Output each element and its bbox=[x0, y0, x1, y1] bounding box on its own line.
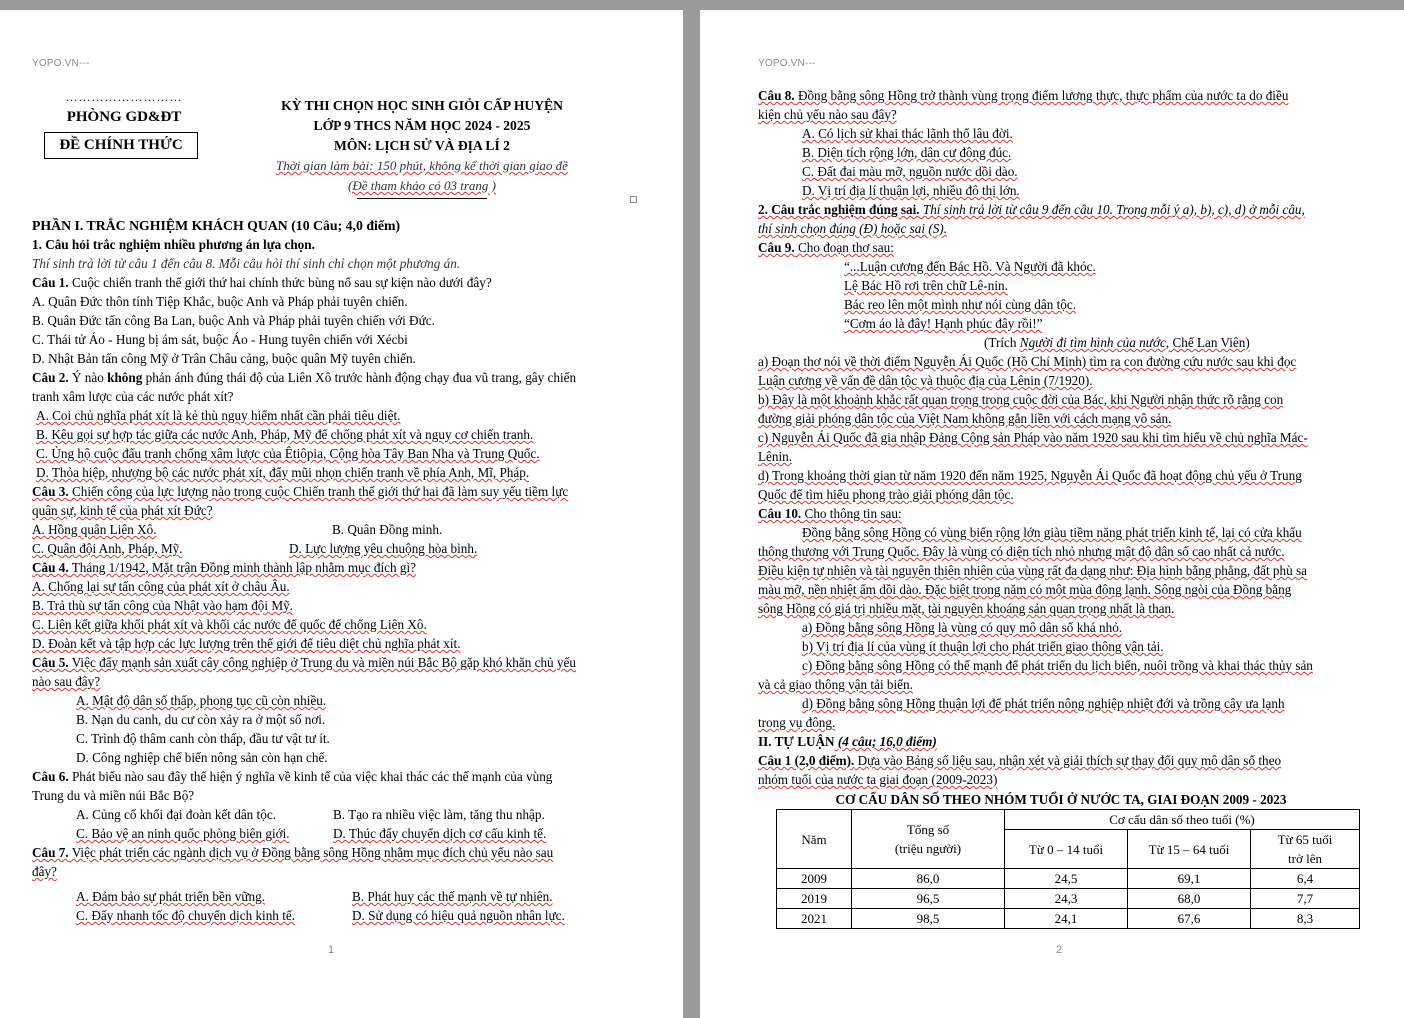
q8-option-c: C. Đất đai màu mỡ, nguồn nước dồi dào. bbox=[802, 164, 1018, 179]
q8-option-d: D. Vị trí địa lí thuận lợi, nhiều đô thị lớn. bbox=[802, 183, 1020, 198]
q7-options-cd: C. Đẩy nhanh tốc độ chuyển dịch kinh tế. D. Sử dụng có hiệu quả nguồn nhân lực. bbox=[76, 908, 565, 923]
question-9: Câu 9. Cho đoạn thơ sau: bbox=[758, 240, 894, 255]
official-badge: ĐỀ CHÍNH THỨC bbox=[44, 132, 198, 159]
q1-option-a: A. Quân Đức thôn tính Tiệp Khắc, buộc Anh và Pháp phải tuyên chiến. bbox=[32, 294, 408, 309]
q10-passage-2: thông thương với Trung Quốc. Đây là vùng có diện tích nhỏ nhưng mật độ dân số cao nhất cả nước. bbox=[758, 544, 1285, 559]
question-6: Câu 6. Phát biểu nào sau đây thể hiện ý nghĩa về kinh tế của việc khai thác các thế mạnh của vùng bbox=[32, 769, 553, 784]
table-row: 2009 86,0 24,5 69,1 6,4 bbox=[777, 869, 1360, 889]
q9-statement-a: a) Đoạn thơ nói về thời điểm Nguyễn Ái Quốc (Hồ Chí Minh) tìm ra con đường cứu nước sau khi đọc bbox=[758, 354, 1297, 369]
q3-options-ab: A. Hồng quân Liên Xô. B. Quân Đồng minh. bbox=[32, 522, 443, 537]
department-name: PHÒNG GD&ĐT bbox=[66, 109, 182, 125]
part2-title: II. TỰ LUẬN (4 câu; 16,0 điểm) bbox=[758, 734, 937, 749]
q9-statement-c-cont: Lênin. bbox=[758, 449, 793, 464]
essay-question-1: Câu 1 (2,0 điểm). Dựa vào Bảng số liệu sau, nhận xét và giải thích sự thay đổi quy mô dân số theo bbox=[758, 753, 1282, 768]
q1-option-b: B. Quân Đức tấn công Ba Lan, buộc Anh và Pháp phải tuyên chiến với Đức. bbox=[32, 313, 435, 328]
header-left bbox=[44, 90, 204, 159]
population-table bbox=[776, 809, 1360, 929]
header-right bbox=[272, 96, 572, 199]
part1-title: PHẦN I. TRẮC NGHIỆM KHÁCH QUAN (10 Câu; 4,0 điểm) bbox=[32, 218, 401, 233]
q9-statement-d-cont: Quốc để tìm hiểu phong trào giải phóng dân tộc. bbox=[758, 487, 1014, 502]
q10-statement-a: a) Đồng bằng sông Hồng là vùng có quy mô dân số khá nhỏ. bbox=[802, 620, 1123, 635]
q5-option-c: C. Trình độ thâm canh còn thấp, đầu tư vật tư ít. bbox=[76, 731, 330, 746]
header-dots: ……………………… bbox=[65, 90, 183, 104]
question-5-cont: nào sau đây? bbox=[32, 674, 101, 689]
q7-options-ab: A. Đảm bảo sự phát triển bền vững. B. Phát huy các thế mạnh về tự nhiên. bbox=[76, 889, 553, 904]
question-7: Câu 7. Việc phát triển các ngành dịch vụ ở Đồng bằng sông Hồng nhằm mục đích chủ yếu nào sau bbox=[32, 845, 554, 860]
table-header-15-64: Từ 15 – 64 tuổi bbox=[1128, 830, 1251, 869]
question-2-cont: tranh xâm lược của các nước phát xít? bbox=[32, 389, 234, 404]
section1-title: 1. Câu hỏi trắc nghiệm nhiều phương án lựa chọn. bbox=[32, 237, 315, 252]
q10-statement-c: c) Đồng bằng sông Hồng có thế mạnh để phát triển du lịch biển, nuôi trồng và khai thác thủy sản bbox=[802, 658, 1313, 673]
anchor-marker-icon bbox=[630, 196, 637, 203]
q9-statement-b: b) Đây là một khoảnh khắc rất quan trọng trong cuộc đời của Bác, khi Người nhận thức rõ rằng con bbox=[758, 392, 1284, 407]
exam-pages-note: (Đề tham khảo có 03 trang ) bbox=[347, 178, 497, 193]
question-3: Câu 3. Chiến công của lực lượng nào trong cuộc Chiến tranh thế giới thứ hai đã làm suy yếu tiềm lực bbox=[32, 484, 569, 499]
poem-source: (Trích Người đi tìm hình của nước, Chế Lan Viên) bbox=[984, 335, 1250, 350]
question-5: Câu 5. Việc đẩy mạnh sản xuất cây công nghiệp ở Trung du và miền núi Bắc Bộ gặp khó khăn chủ yếu bbox=[32, 655, 576, 670]
question-2: Câu 2. Ý nào không phản ánh đúng thái độ của Liên Xô trước hành động chạy đua vũ trang, gây chiến bbox=[32, 370, 577, 385]
table-header-0-14: Từ 0 – 14 tuổi bbox=[1005, 830, 1128, 869]
q1-option-c: C. Thái tử Áo - Hung bị ám sát, buộc Áo - Hung tuyên chiến với Xécbi bbox=[32, 332, 408, 347]
question-7-cont: đây? bbox=[32, 864, 57, 879]
q4-option-b: B. Trả thù sự tấn công của Nhật vào hạm đội Mỹ. bbox=[32, 598, 293, 613]
page1-content bbox=[32, 216, 637, 925]
poem-line-3: Bác reo lên một mình như nói cùng dân tộc. bbox=[844, 297, 1077, 312]
q10-statement-d: d) Đồng bằng sông Hồng thuận lợi để phát triển nông nghiệp nhiệt đới và trồng cây ưa lạnh bbox=[802, 696, 1285, 711]
header-rule bbox=[357, 198, 487, 199]
q5-option-a: A. Mật độ dân số thấp, phong tục cũ còn nhiều. bbox=[76, 693, 327, 708]
q8-option-a: A. Có lịch sử khai thác lãnh thổ lâu đời. bbox=[802, 126, 1013, 141]
q6-options-cd: C. Bảo vệ an ninh quốc phòng biên giới. D. Thúc đẩy chuyển dịch cơ cấu kinh tế. bbox=[76, 826, 547, 841]
exam-grade-year: LỚP 9 THCS NĂM HỌC 2024 - 2025 bbox=[313, 118, 531, 133]
q6-options-ab: A. Củng cố khối đại đoàn kết dân tộc. B. Tạo ra nhiều việc làm, tăng thu nhập. bbox=[76, 807, 545, 822]
document-page-1 bbox=[0, 10, 683, 1018]
table-header-year: Năm bbox=[777, 810, 852, 869]
page-number-1: 1 bbox=[328, 944, 335, 956]
q8-option-b: B. Diện tích rộng lớn, dân cư đông đúc. bbox=[802, 145, 1012, 160]
q1-option-d: D. Nhật Bản tấn công Mỹ ở Trân Châu cảng, buộc quân Mỹ tuyên chiến. bbox=[32, 351, 416, 366]
table-row: 2021 98,5 24,1 67,6 8,3 bbox=[777, 909, 1360, 929]
q9-statement-c: c) Nguyễn Ái Quốc đã gia nhập Đảng Cộng sản Pháp vào năm 1920 sau khi tìm hiểu về chủ nghĩa Mác- bbox=[758, 430, 1308, 445]
section2-title: 2. Câu trắc nghiệm đúng sai. Thí sinh trả lời từ câu 9 đến câu 10. Trong mỗi ý a), b), c), d) ở mỗi câu, bbox=[758, 202, 1305, 217]
question-6-cont: Trung du và miền núi Bắc Bộ? bbox=[32, 788, 195, 803]
q2-option-c: C. Ủng hộ cuộc đấu tranh chống xâm lược của Êtiôpia, Cộng hòa Tây Ban Nha và Trung Quốc. bbox=[36, 446, 540, 461]
poem-line-2: Lệ Bác Hồ rơi trên chữ Lê-nin. bbox=[844, 278, 1008, 293]
q10-statement-d-cont: trong vụ đông. bbox=[758, 715, 836, 730]
question-8: Câu 8. Đồng bằng sông Hồng trở thành vùng trọng điểm lương thực, thực phẩm của nước ta do điều bbox=[758, 88, 1289, 103]
document-page-2 bbox=[700, 10, 1404, 1018]
table-header-group: Cơ cấu dân số theo tuổi (%) bbox=[1005, 810, 1360, 830]
question-4: Câu 4. Tháng 1/1942, Mặt trận Đồng minh thành lập nhằm mục đích gì? bbox=[32, 560, 416, 575]
exam-subject: MÔN: LỊCH SỬ VÀ ĐỊA LÍ 2 bbox=[334, 138, 510, 153]
q4-option-d: D. Đoàn kết và tập hợp các lực lượng trên thế giới để tiêu diệt chủ nghĩa phát xít. bbox=[32, 636, 461, 651]
q5-option-d: D. Công nghiệp chế biến nông sản còn hạn chế. bbox=[76, 750, 328, 765]
q9-statement-d: d) Trong khoảng thời gian từ năm 1920 đến năm 1925, Nguyễn Ái Quốc đã hoạt động chủ yếu ở Trung bbox=[758, 468, 1302, 483]
table-header-65: Từ 65 tuổi trở lên bbox=[1251, 830, 1360, 869]
table-row: 2019 96,5 24,3 68,0 7,7 bbox=[777, 889, 1360, 909]
q10-statement-b: b) Vị trí địa lí của vùng ít thuận lợi cho phát triển giao thông vận tải. bbox=[802, 639, 1164, 654]
question-10: Câu 10. Cho thông tin sau: bbox=[758, 506, 902, 521]
essay-question-1-cont: nhóm tuổi của nước ta giai đoạn (2009-2023) bbox=[758, 772, 998, 787]
section2-instructions: thí sinh chọn đúng (Đ) hoặc sai (S). bbox=[758, 221, 947, 236]
exam-time: Thời gian làm bài: 150 phút, không kể thời gian giao đề bbox=[276, 158, 568, 173]
q2-option-a: A. Coi chủ nghĩa phát xít là kẻ thù nguy hiểm nhất cần phải tiêu diệt. bbox=[36, 408, 401, 423]
page2-content bbox=[758, 86, 1364, 929]
q4-option-c: C. Liên kết giữa khối phát xít và khối các nước đế quốc để chống Liên Xô. bbox=[32, 617, 427, 632]
q10-statement-c-cont: và cả giao thông vận tải biển. bbox=[758, 677, 913, 692]
poem-line-4: “Cơm áo là đây! Hạnh phúc đây rồi!” bbox=[844, 316, 1043, 331]
q2-option-d: D. Thỏa hiệp, nhượng bộ các nước phát xít, đẩy mũi nhọn chiến tranh về phía Anh, Mĩ, Pháp. bbox=[36, 465, 530, 480]
q5-option-b: B. Nạn du canh, du cư còn xảy ra ở một số nơi. bbox=[76, 712, 326, 727]
question-8-cont: kiện chủ yếu nào sau đây? bbox=[758, 107, 897, 122]
question-3-cont: quân sự, kinh tế của phát xít Đức? bbox=[32, 503, 213, 518]
q10-passage-3: Điều kiện tự nhiên và tài nguyên thiên nhiên của vùng rất đa dạng như: Địa hình bằng phẳng, đất phù sa bbox=[758, 563, 1307, 578]
section1-instructions: Thí sinh trả lời từ câu 1 đến câu 8. Mỗi câu hỏi thí sinh chỉ chọn một phương án. bbox=[32, 256, 461, 271]
q3-options-cd: C. Quân đội Anh, Pháp, Mỹ. D. Lực lượng yêu chuộng hòa bình. bbox=[32, 541, 478, 556]
q9-statement-b-cont: đường giải phóng dân tộc của Việt Nam không gắn liền với cách mạng vô sản. bbox=[758, 411, 1172, 426]
q10-passage-1: Đồng bằng sông Hồng có vùng biển rộng lớn giàu tiềm năng phát triển kinh tế, lại có cửa khẩu bbox=[802, 525, 1302, 540]
poem-line-1: “...Luận cương đến Bác Hồ. Và Người đã khóc. bbox=[844, 259, 1096, 274]
question-1: Câu 1. Cuộc chiến tranh thế giới thứ hai chính thức bùng nổ sau sự kiện nào dưới đây? bbox=[32, 275, 492, 290]
q10-passage-5: sông Hồng có giá trị nhiều mặt, tài nguyên khoáng sản quan trọng nhất là than. bbox=[758, 601, 1175, 616]
page-number-2: 2 bbox=[1056, 944, 1063, 956]
q9-statement-a-cont: Luận cương về vấn đề dân tộc và thuộc địa của Lênin (7/1920). bbox=[758, 373, 1093, 388]
exam-title: KỲ THI CHỌN HỌC SINH GIỎI CẤP HUYỆN bbox=[281, 98, 563, 113]
q2-option-b: B. Kêu gọi sự hợp tác giữa các nước Anh, Pháp, Mỹ để chống phát xít và nguy cơ chiến tranh. bbox=[36, 427, 534, 442]
table-title: CƠ CẤU DÂN SỐ THEO NHÓM TUỔI Ở NƯỚC TA, GIAI ĐOẠN 2009 - 2023 bbox=[835, 792, 1287, 807]
watermark-2: YOPO.VN--- bbox=[758, 58, 816, 69]
table-header-total: Tổng số (triệu người) bbox=[852, 810, 1005, 869]
watermark: YOPO.VN--- bbox=[32, 58, 90, 69]
q10-passage-4: màu mỡ, nền nhiệt ẩm dồi dào. Đặc biệt trong năm có một mùa đông lạnh. Sông ngòi của Đồng bằng bbox=[758, 582, 1292, 597]
q4-option-a: A. Chống lại sự tấn công của phát xít ở châu Âu. bbox=[32, 579, 290, 594]
